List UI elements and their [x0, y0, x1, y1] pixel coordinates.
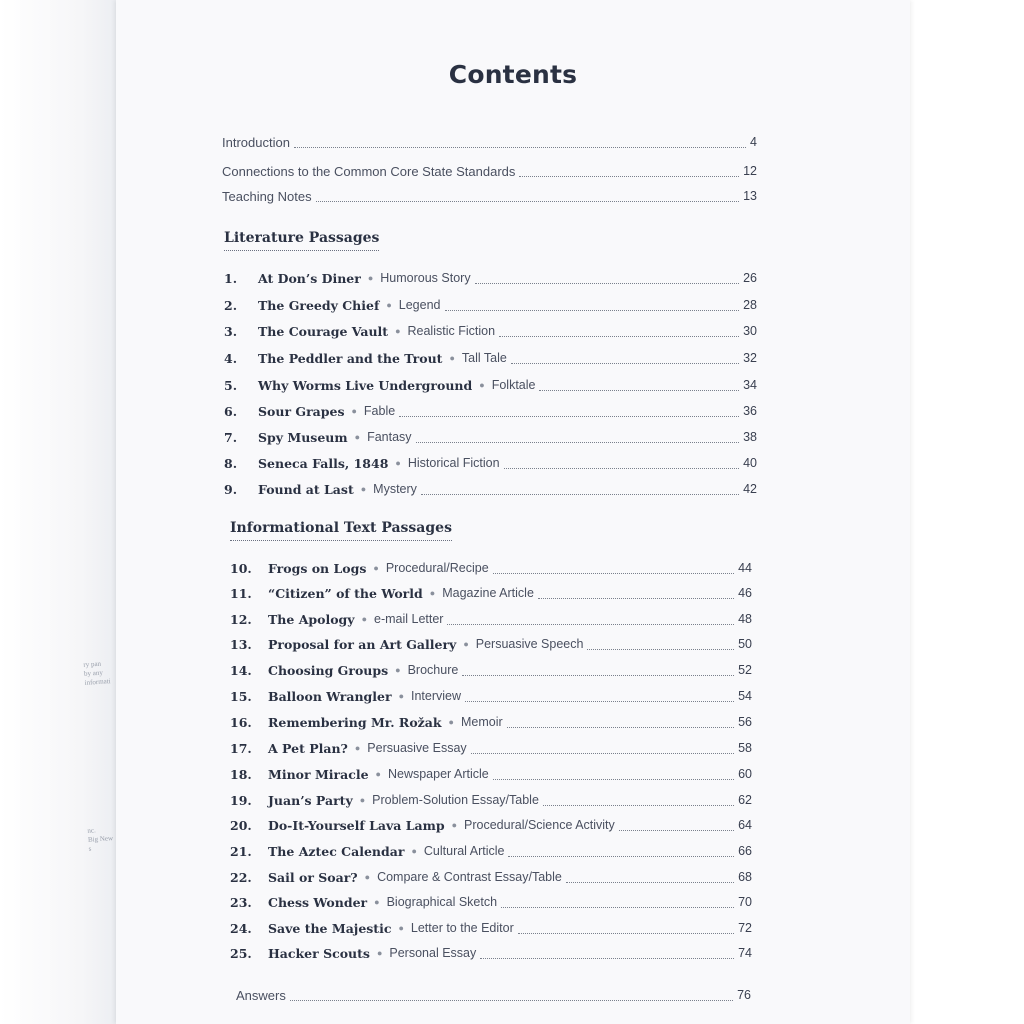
dot-leader	[619, 830, 734, 831]
entry-genre: Compare & Contrast Essay/Table	[377, 870, 562, 884]
entry-genre: Folktale	[491, 378, 536, 392]
entry-genre: Legend	[398, 298, 441, 312]
bleed-through-text: nc. Big New s	[87, 826, 114, 853]
entry-number: 7.	[224, 429, 238, 445]
toc-label: Answers	[236, 987, 286, 1003]
entry-title: A Pet Plan?	[268, 740, 348, 756]
entry-title: Remembering Mr. Rožak	[268, 714, 442, 730]
entry-genre: Personal Essay	[389, 946, 477, 960]
bullet-icon: ●	[351, 406, 357, 416]
entry-genre: Fantasy	[367, 430, 412, 444]
bullet-icon: ●	[429, 588, 436, 598]
toc-entry-teaching-notes	[222, 185, 757, 207]
entry-page: 68	[738, 870, 752, 884]
toc-entry	[230, 866, 752, 888]
entry-number: 14.	[230, 662, 252, 678]
entry-number: 11.	[230, 585, 252, 601]
dot-leader	[538, 598, 734, 599]
entry-page: 26	[743, 271, 757, 285]
toc-entry-introduction	[222, 131, 757, 153]
entry-genre: Letter to the Editor	[410, 921, 514, 935]
entry-page: 52	[738, 663, 752, 677]
dot-leader	[294, 147, 746, 148]
bullet-icon: ●	[411, 846, 417, 856]
bullet-icon: ●	[451, 820, 458, 830]
dot-leader	[519, 176, 739, 177]
entry-genre: Newspaper Article	[387, 767, 489, 781]
background-right	[910, 0, 1024, 1024]
entry-title: Frogs on Logs	[268, 560, 367, 576]
entry-number: 8.	[224, 455, 238, 471]
toc-entry	[224, 267, 757, 289]
bullet-icon: ●	[359, 795, 366, 805]
entry-title: Minor Miracle	[268, 766, 369, 782]
bullet-icon: ●	[375, 769, 381, 779]
entry-page: 72	[738, 921, 752, 935]
entry-number: 22.	[230, 869, 252, 885]
toc-entry	[230, 659, 752, 681]
toc-label: Introduction	[222, 134, 290, 150]
toc-entry	[230, 789, 752, 811]
entry-number: 17.	[230, 740, 252, 756]
dot-leader	[511, 363, 739, 364]
dot-leader	[462, 675, 734, 676]
entry-page: 70	[738, 895, 752, 909]
entry-genre: Problem-Solution Essay/Table	[372, 793, 539, 807]
entry-genre: Persuasive Essay	[367, 741, 467, 755]
bullet-icon: ●	[364, 872, 371, 882]
entry-number: 3.	[224, 323, 238, 339]
toc-entry	[224, 320, 757, 342]
entry-number: 16.	[230, 714, 252, 730]
dot-leader	[543, 805, 734, 806]
bullet-icon: ●	[398, 923, 404, 933]
entry-title: Seneca Falls, 1848	[258, 455, 389, 471]
entry-title: “Citizen” of the World	[268, 585, 423, 601]
entry-page: 58	[738, 741, 752, 755]
entry-genre: Realistic Fiction	[407, 324, 496, 338]
toc-entry-common-core	[222, 160, 757, 182]
section-heading-literature: Literature Passages	[224, 230, 379, 251]
dot-leader	[501, 907, 734, 908]
toc-entry	[230, 763, 752, 785]
bullet-icon: ●	[360, 484, 367, 494]
entry-number: 13.	[230, 636, 252, 652]
toc-entry	[224, 426, 757, 448]
dot-leader	[493, 779, 734, 780]
entry-number: 1.	[224, 270, 238, 286]
toc-entry	[230, 942, 752, 964]
toc-entry	[224, 400, 757, 422]
entry-number: 25.	[230, 945, 252, 961]
entry-genre: Procedural/Recipe	[385, 561, 489, 575]
entry-genre: Persuasive Speech	[475, 637, 584, 651]
entry-title: The Aztec Calendar	[268, 843, 405, 859]
entry-title: Balloon Wrangler	[268, 688, 392, 704]
entry-genre: Historical Fiction	[407, 456, 500, 470]
entry-title: Juan’s Party	[268, 792, 353, 808]
entry-genre: Cultural Article	[423, 844, 505, 858]
entry-page: 44	[738, 561, 752, 575]
bullet-icon: ●	[395, 458, 401, 468]
entry-page: 62	[738, 793, 752, 807]
entry-title: The Peddler and the Trout	[258, 350, 443, 366]
dot-leader	[493, 573, 734, 574]
dot-leader	[421, 494, 739, 495]
entry-number: 21.	[230, 843, 252, 859]
toc-entry	[230, 557, 752, 579]
toc-entry	[224, 347, 757, 369]
entry-page: 64	[738, 818, 752, 832]
toc-entry	[230, 814, 752, 836]
toc-label: Teaching Notes	[222, 188, 312, 204]
bullet-icon: ●	[395, 665, 401, 675]
bullet-icon: ●	[398, 691, 404, 701]
dot-leader	[539, 390, 739, 391]
entry-genre: Procedural/Science Activity	[464, 818, 615, 832]
dot-leader	[416, 442, 740, 443]
entry-title: Choosing Groups	[268, 662, 389, 678]
entry-page: 36	[743, 404, 757, 418]
bullet-icon: ●	[449, 353, 455, 363]
toc-label: Connections to the Common Core State Standards	[222, 163, 516, 179]
toc-entry-answers	[236, 984, 751, 1006]
toc-entry	[230, 891, 752, 913]
entry-page: 50	[738, 637, 752, 651]
entry-page: 40	[743, 456, 757, 470]
entry-genre: Humorous Story	[380, 271, 471, 285]
entry-number: 18.	[230, 766, 252, 782]
bullet-icon: ●	[479, 380, 485, 390]
entry-genre: e-mail Letter	[374, 612, 444, 626]
toc-entry	[230, 917, 752, 939]
entry-title: Proposal for an Art Gallery	[268, 636, 457, 652]
dot-leader	[587, 649, 734, 650]
bullet-icon: ●	[386, 300, 392, 310]
entry-number: 24.	[230, 920, 252, 936]
toc-entry	[230, 685, 752, 707]
entry-number: 15.	[230, 688, 252, 704]
entry-title: Save the Majestic	[268, 920, 392, 936]
entry-number: 20.	[230, 817, 252, 833]
entry-genre: Magazine Article	[442, 586, 534, 600]
toc-entry	[230, 737, 752, 759]
dot-leader	[480, 958, 734, 959]
entry-page: 48	[738, 612, 752, 626]
bullet-icon: ●	[463, 639, 469, 649]
entry-number: 2.	[224, 297, 238, 313]
entry-page: 42	[743, 482, 757, 496]
entry-number: 12.	[230, 611, 252, 627]
entry-genre: Brochure	[407, 663, 459, 677]
dot-leader	[399, 416, 739, 417]
toc-entry	[230, 633, 752, 655]
dot-leader	[290, 1000, 733, 1001]
entry-genre: Biographical Sketch	[386, 895, 498, 909]
toc-entry	[224, 452, 757, 474]
entry-number: 19.	[230, 792, 252, 808]
bullet-icon: ●	[354, 743, 361, 753]
dot-leader	[518, 933, 734, 934]
dot-leader	[471, 753, 734, 754]
toc-page: 76	[737, 988, 751, 1002]
dot-leader	[447, 624, 734, 625]
dot-leader	[507, 727, 734, 728]
entry-genre: Mystery	[373, 482, 417, 496]
toc-entry	[224, 294, 757, 316]
bullet-icon: ●	[395, 326, 401, 336]
toc-entry	[230, 840, 752, 862]
bullet-icon: ●	[361, 614, 367, 624]
bullet-icon: ●	[367, 273, 374, 283]
entry-title: The Greedy Chief	[258, 297, 380, 313]
bleed-through-text: ry pan by any informati	[83, 659, 111, 687]
entry-title: At Don’s Diner	[258, 270, 361, 286]
bullet-icon: ●	[354, 432, 361, 442]
entry-number: 23.	[230, 894, 252, 910]
entry-title: Why Worms Live Underground	[258, 377, 473, 393]
entry-page: 38	[743, 430, 757, 444]
toc-entry	[230, 582, 752, 604]
toc-entry	[230, 711, 752, 733]
bullet-icon: ●	[448, 717, 454, 727]
bullet-icon: ●	[373, 563, 379, 573]
entry-title: The Courage Vault	[258, 323, 389, 339]
entry-page: 66	[738, 844, 752, 858]
entry-page: 34	[743, 378, 757, 392]
dot-leader	[465, 701, 734, 702]
contents-page	[116, 0, 910, 1024]
entry-page: 28	[743, 298, 757, 312]
dot-leader	[508, 856, 734, 857]
entry-page: 74	[738, 946, 752, 960]
entry-title: Do-It-Yourself Lava Lamp	[268, 817, 445, 833]
entry-title: Sail or Soar?	[268, 869, 358, 885]
dot-leader	[316, 201, 739, 202]
bullet-icon: ●	[376, 948, 383, 958]
section-heading-informational: Informational Text Passages	[230, 520, 452, 541]
entry-genre: Interview	[411, 689, 462, 703]
dot-leader	[499, 336, 739, 337]
entry-title: Chess Wonder	[268, 894, 368, 910]
toc-entry	[230, 608, 752, 630]
toc-page: 12	[743, 164, 757, 178]
toc-page: 13	[743, 189, 757, 203]
dot-leader	[475, 283, 740, 284]
facing-page-edge	[0, 0, 116, 1024]
entry-title: Spy Museum	[258, 429, 348, 445]
bullet-icon: ●	[374, 897, 380, 907]
toc-page: 4	[750, 135, 757, 149]
entry-number: 5.	[224, 377, 238, 393]
entry-number: 9.	[224, 481, 238, 497]
entry-title: The Apology	[268, 611, 355, 627]
entry-page: 54	[738, 689, 752, 703]
entry-page: 60	[738, 767, 752, 781]
entry-page: 46	[738, 586, 752, 600]
entry-genre: Tall Tale	[461, 351, 507, 365]
toc-entry	[224, 478, 757, 500]
entry-title: Sour Grapes	[258, 403, 345, 419]
entry-page: 30	[743, 324, 757, 338]
entry-title: Hacker Scouts	[268, 945, 370, 961]
toc-entry	[224, 374, 757, 396]
page-title: Contents	[448, 60, 578, 89]
dot-leader	[504, 468, 740, 469]
entry-number: 6.	[224, 403, 238, 419]
entry-page: 56	[738, 715, 752, 729]
dot-leader	[566, 882, 734, 883]
entry-number: 4.	[224, 350, 238, 366]
entry-title: Found at Last	[258, 481, 354, 497]
dot-leader	[445, 310, 740, 311]
entry-number: 10.	[230, 560, 252, 576]
entry-page: 32	[743, 351, 757, 365]
entry-genre: Memoir	[460, 715, 503, 729]
entry-genre: Fable	[363, 404, 396, 418]
